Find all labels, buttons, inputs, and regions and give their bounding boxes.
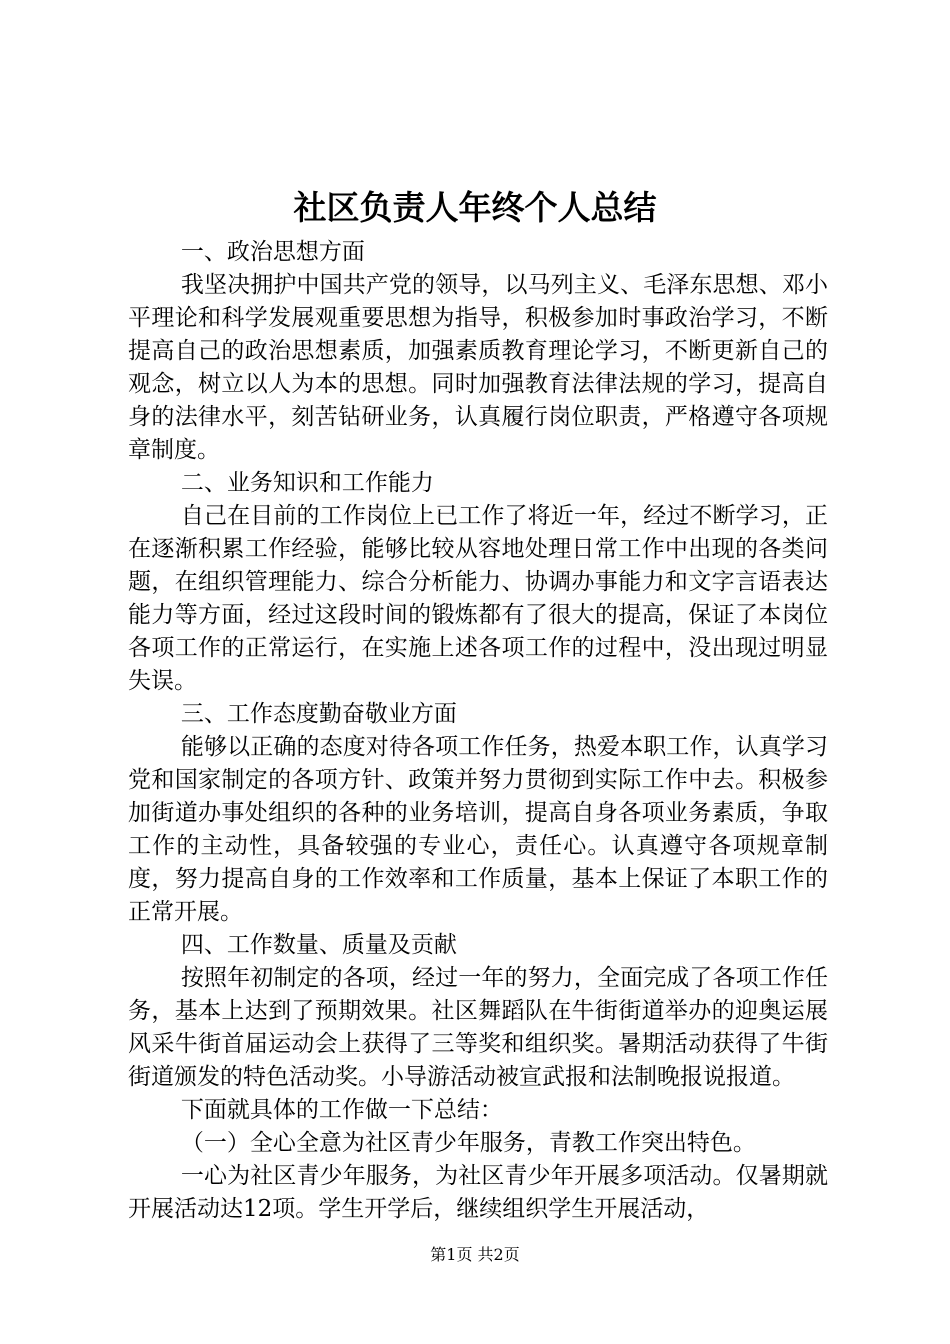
paragraph-politics: 我坚决拥护中国共产党的领导，以马列主义、毛泽东思想、邓小平理论和科学发展观重要思想为指导，积极参加时事政治学习，不断提高自己的政治思想素质，加强素质教育理论学习，不断更新自己的观念，树立以人为本的思想。同时加强教育法律法规的学习，提高自身的法律水平，刻苦钻研业务，认真履行岗位职责，严格遵守各项规章制度。 xyxy=(128,272,828,463)
paragraph-attitude: 能够以正确的态度对待各项工作任务，热爱本职工作，认真学习党和国家制定的各项方针、政策并努力贯彻到实际工作中去。积极参加街道办事处组织的各种的业务培训，提高自身各项业务素质，争取工作的主动性，具备较强的专业心，责任心。认真遵守各项规章制度，努力提高自身的工作效率和工作质量，基本上保证了本职工作的正常开展。 xyxy=(128,734,828,925)
section-heading-politics: 一、政治思想方面 xyxy=(180,239,365,265)
section-heading-attitude: 三、工作态度勤奋敬业方面 xyxy=(180,701,457,727)
page-footer: 第1页 共2页 xyxy=(430,1245,520,1264)
subsection-heading-youth: （一）全心全意为社区青少年服务，青教工作突出特色。 xyxy=(180,1130,756,1156)
paragraph-summary-intro: 下面就具体的工作做一下总结： xyxy=(180,1097,503,1123)
paragraph-contribution: 按照年初制定的各项，经过一年的努力，全面完成了各项工作任务，基本上达到了预期效果。社区舞蹈队在牛街街道举办的迎奥运展风采牛街首届运动会上获得了三等奖和组织奖。暑期活动获得了牛街街道颁发的特色活动奖。小导游活动被宣武报和法制晚报说报道。 xyxy=(128,965,828,1090)
paragraph-business: 自己在目前的工作岗位上已工作了将近一年，经过不断学习，正在逐渐积累工作经验，能够比较从容地处理日常工作中出现的各类问题，在组织管理能力、综合分析能力、协调办事能力和文字言语表达能力等方面，经过这段时间的锻炼都有了很大的提高，保证了本岗位各项工作的正常运行，在实施上述各项工作的过程中，没出现过明显失误。 xyxy=(128,503,828,694)
document-title: 社区负责人年终个人总结 xyxy=(293,188,657,227)
section-heading-contribution: 四、工作数量、质量及贡献 xyxy=(180,932,457,958)
document-body xyxy=(128,236,828,1226)
section-heading-business: 二、业务知识和工作能力 xyxy=(180,470,434,496)
paragraph-youth: 一心为社区青少年服务，为社区青少年开展多项活动。仅暑期就开展活动达12项。学生开学后，继续组织学生开展活动， xyxy=(128,1163,828,1222)
